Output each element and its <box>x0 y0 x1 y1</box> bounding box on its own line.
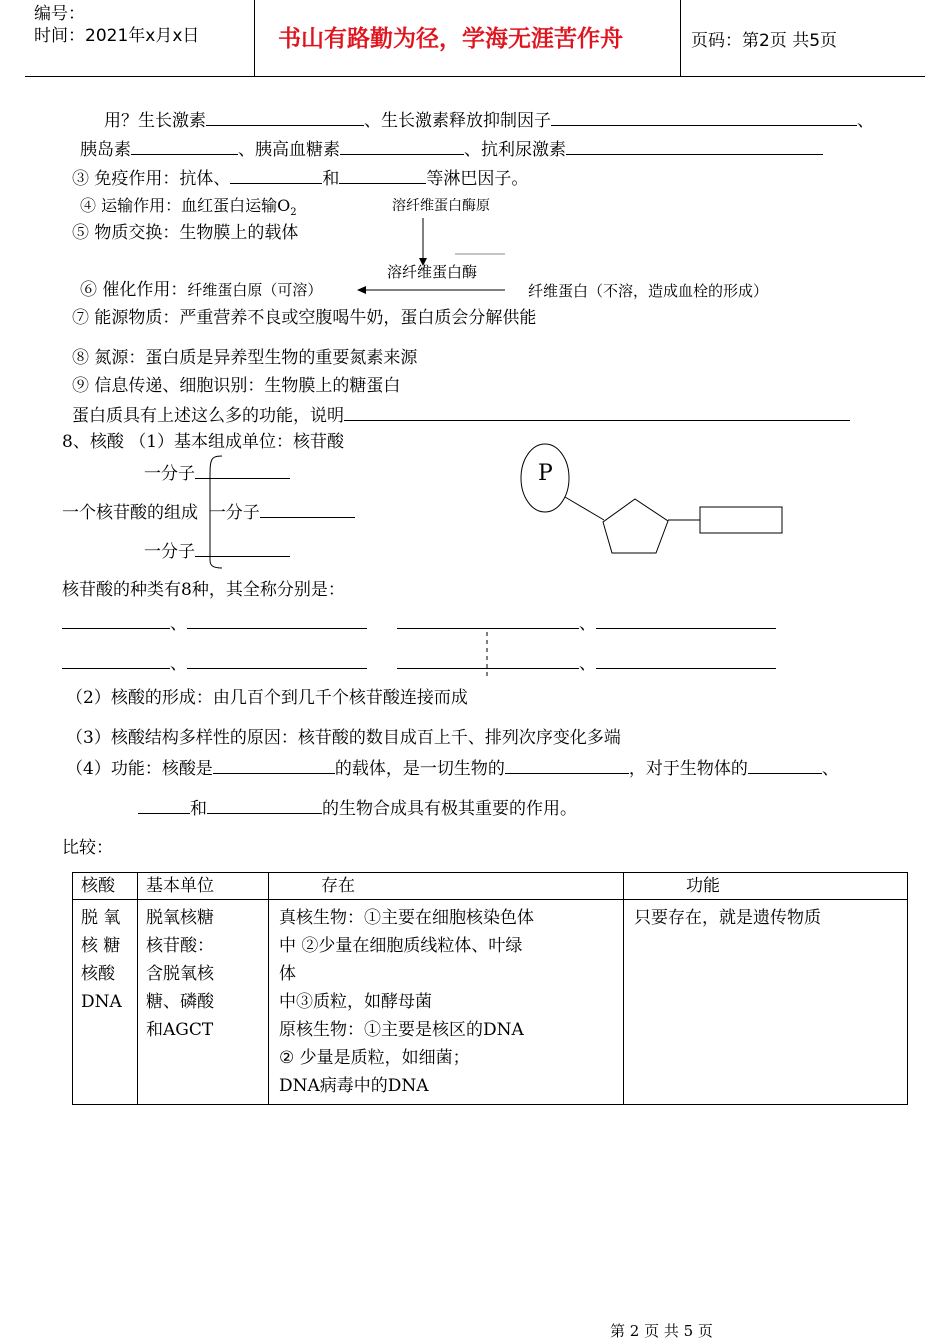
header-cell: 核酸 <box>73 873 138 900</box>
unit-cell: 脱氧核糖 核苷酸： 含脱氧核 糖、磷酸 和AGCT <box>138 900 269 1105</box>
phosphate-label: P <box>538 461 553 486</box>
nitrogen-line: ⑧ 氮源：蛋白质是异养型生物的重要氮素来源 <box>72 348 418 368</box>
function-text: 的载体，是一切生物的 <box>334 759 505 779</box>
function-text: （4）功能：核酸是 <box>66 759 213 779</box>
header-cell: 存在 <box>269 873 624 900</box>
catalysis-text: ⑥ 催化作用： <box>80 280 188 300</box>
doc-time: 时间：2021年x月x日 <box>34 26 200 46</box>
base-box <box>700 507 782 533</box>
answer-blank <box>187 652 367 669</box>
answer-blank <box>187 612 367 629</box>
hormone-text: 用？生长激素 <box>104 111 206 131</box>
answer-blank <box>596 652 776 669</box>
transport-text: ④ 运输作用：血红蛋白运输O <box>80 196 291 215</box>
function-cell: 只要存在，就是遗传物质 <box>624 900 908 1105</box>
fibrinogen-label: 纤维蛋白原（可溶） <box>187 281 323 299</box>
kinds-line: 核苷酸的种类有8种，其全称分别是： <box>62 580 345 600</box>
hormone-text: 、 <box>857 111 874 131</box>
diversity-line: （3）核酸结构多样性的原因：核苷酸的数目成百上千、排列次序变化多端 <box>66 728 621 748</box>
hormone-text: 、抗利尿激素 <box>464 140 566 160</box>
comparison-table <box>72 872 908 1105</box>
formation-line: （2）核酸的形成：由几百个到几千个核苷酸连接而成 <box>66 688 468 708</box>
hormone-text: 、生长激素释放抑制因子 <box>364 111 551 131</box>
hormone-text: 、胰高血糖素 <box>238 140 340 160</box>
kinds-blanks-row-2b <box>397 652 776 674</box>
answer-blank <box>344 404 850 421</box>
energy-line: ⑦ 能源物质：严重营养不良或空腹喝牛奶，蛋白质会分解供能 <box>72 308 537 328</box>
answer-blank <box>62 612 170 629</box>
conclusion-text: 蛋白质具有上述这么多的功能，说明 <box>72 406 344 426</box>
page-footer: 第 2 页 共 5 页 <box>610 1322 713 1340</box>
function-text: 、 <box>821 759 839 779</box>
compare-label: 比较： <box>62 838 113 858</box>
answer-blank <box>62 652 170 669</box>
signal-line: ⑨ 信息传递、细胞识别：生物膜上的糖蛋白 <box>72 376 401 396</box>
answer-blank <box>596 612 776 629</box>
header-cell: 功能 <box>624 873 908 900</box>
answer-blank <box>207 797 322 814</box>
function-line <box>66 757 839 779</box>
component-text: 一分子 <box>208 503 260 523</box>
answer-blank <box>748 757 822 774</box>
enzyme-label: 溶纤维蛋白酶 <box>387 263 478 281</box>
bond-line <box>565 497 604 520</box>
kinds-blanks-row-2 <box>62 652 367 674</box>
brace <box>210 456 222 568</box>
answer-blank <box>505 757 629 774</box>
separator: 、 <box>579 654 596 674</box>
component-text: 一分子 <box>144 464 195 484</box>
pentose-pentagon <box>603 499 668 553</box>
answer-blank <box>213 757 335 774</box>
table-row <box>73 900 908 1105</box>
table-header-row <box>73 873 908 900</box>
answer-blank <box>397 612 579 629</box>
header-motto: 书山有路勤为径，学海无涯苦作舟 <box>278 26 623 52</box>
arrow-head <box>357 286 366 294</box>
nucleic-type-cell: 脱 氧 核 糖 核酸 DNA <box>73 900 138 1105</box>
conclusion-line <box>72 404 850 426</box>
component-text: 一分子 <box>144 542 195 562</box>
fibrin-label: 纤维蛋白（不溶，造成血栓的形成） <box>528 282 769 300</box>
immune-text: ③ 免疫作用：抗体、 <box>72 169 231 189</box>
oxygen-subscript: 2 <box>290 207 297 219</box>
function-line-2 <box>138 797 577 819</box>
existence-cell: 真核生物：①主要在细胞核染色体 中 ②少量在细胞质线粒体、叶绿 体 中③质粒，如酵母菌 原核生物：①主要是核区的DNA ② 少量是质粒，如细菌； DNA病毒中的DNA <box>269 900 624 1105</box>
answer-blank <box>397 652 579 669</box>
separator: 、 <box>170 614 187 634</box>
kinds-blanks-row-1 <box>62 612 367 634</box>
header-cell: 基本单位 <box>138 873 269 900</box>
hormone-text: 胰岛素 <box>80 140 131 160</box>
function-text: ，对于生物体的 <box>628 759 748 779</box>
separator: 、 <box>170 654 187 674</box>
immune-text: 和 <box>322 169 340 189</box>
nucleic-heading: 8、核酸 （1）基本组成单位：核苷酸 <box>62 432 345 452</box>
nucleotide-diagram <box>0 440 950 680</box>
answer-blank <box>138 797 190 814</box>
composition-text: 一个核苷酸的组成 <box>62 503 198 523</box>
function-text: 和 <box>190 799 207 819</box>
kinds-blanks-row-1b <box>397 612 776 634</box>
function-text: 的生物合成具有极其重要的作用。 <box>322 799 577 819</box>
header-page-info: 页码：第2页 共5页 <box>691 31 838 51</box>
enzyme-source-label: 溶纤维蛋白酶原 <box>392 198 490 214</box>
separator: 、 <box>579 614 596 634</box>
immune-text: 等淋巴因子。 <box>426 169 529 189</box>
doc-number: 编号： <box>34 4 85 24</box>
catalysis-line <box>80 280 322 300</box>
exchange-line: ⑤ 物质交换：生物膜上的载体 <box>72 223 299 243</box>
